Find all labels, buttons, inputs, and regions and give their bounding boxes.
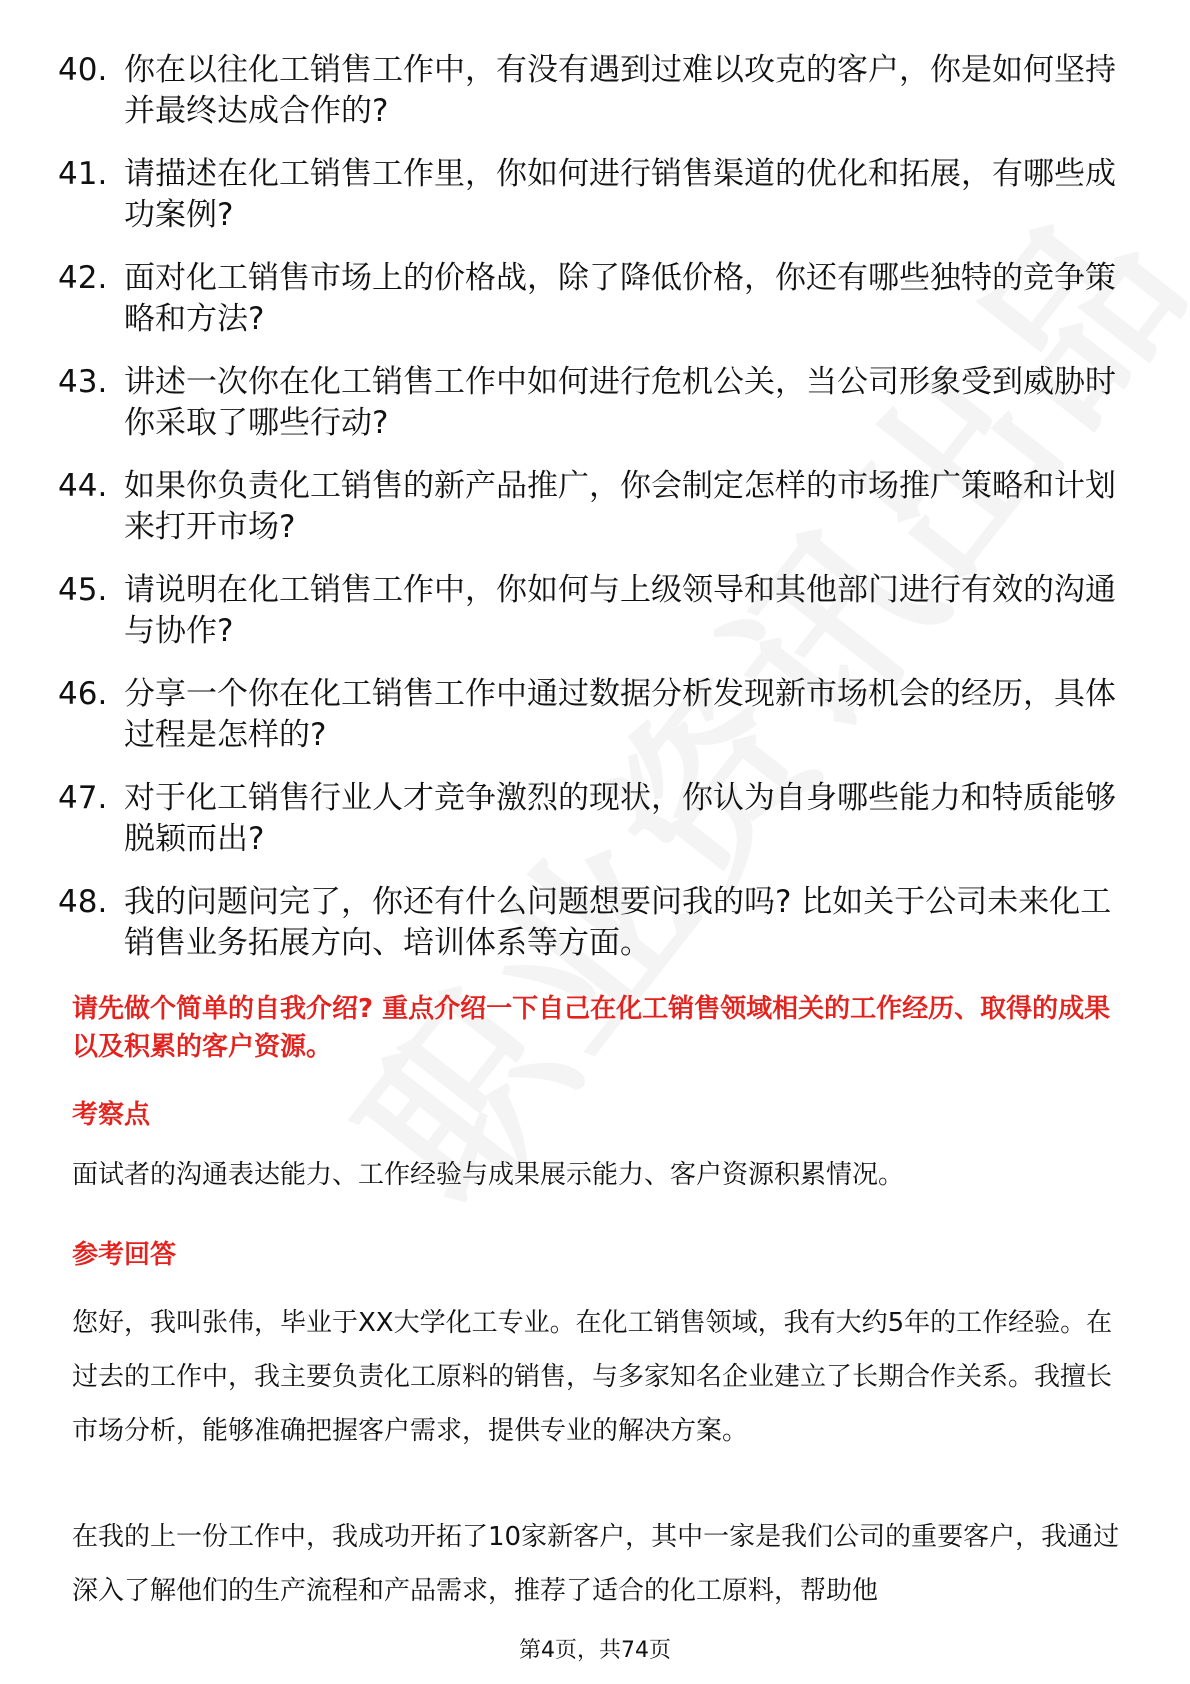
- question-number: 47.: [58, 780, 108, 816]
- question-text: 如果你负责化工销售的新产品推广，你会制定怎样的市场推广策略和计划来打开市场?: [124, 468, 1116, 545]
- question-item: [58, 258, 1138, 340]
- question-item: [58, 50, 1138, 132]
- highlight-question: 请先做个简单的自我介绍? 重点介绍一下自己在化工销售领域相关的工作经历、取得的成果以及积累的客户资源。: [72, 994, 1111, 1062]
- question-item: [58, 570, 1138, 652]
- question-text: 请描述在化工销售工作里，你如何进行销售渠道的优化和拓展，有哪些成功案例?: [124, 156, 1116, 233]
- question-number: 40.: [58, 52, 108, 88]
- answer-paragraph: 您好，我叫张伟，毕业于XX大学化工专业。在化工销售领域，我有大约5年的工作经验。在过去的工作中，我主要负责化工原料的销售，与多家知名企业建立了长期合作关系。我擅长市场分析，能够准确把握客户需求，提供专业的解决方案。: [72, 1308, 1113, 1446]
- question-list: [58, 50, 1138, 986]
- question-text: 我的问题问完了，你还有什么问题想要问我的吗? 比如关于公司未来化工销售业务拓展方向、培训体系等方面。: [124, 884, 1112, 961]
- answer-label: 参考回答: [72, 1240, 177, 1270]
- question-number: 48.: [58, 884, 108, 920]
- question-item: [58, 882, 1138, 964]
- question-item: [58, 674, 1138, 756]
- question-item: [58, 466, 1138, 548]
- question-number: 44.: [58, 468, 108, 504]
- question-text: 面对化工销售市场上的价格战，除了降低价格，你还有哪些独特的竞争策略和方法?: [124, 260, 1116, 337]
- question-item: [58, 362, 1138, 444]
- question-item: [58, 778, 1138, 860]
- assessment-label: 考察点: [72, 1100, 151, 1130]
- question-number: 43.: [58, 364, 108, 400]
- question-text: 请说明在化工销售工作中，你如何与上级领导和其他部门进行有效的沟通与协作?: [124, 572, 1116, 649]
- answer-paragraph: 在我的上一份工作中，我成功开拓了10家新客户，其中一家是我们公司的重要客户，我通过深入了解他们的生产流程和产品需求，推荐了适合的化工原料，帮助他: [72, 1522, 1120, 1606]
- question-text: 讲述一次你在化工销售工作中如何进行危机公关，当公司形象受到威胁时你采取了哪些行动?: [124, 364, 1116, 441]
- question-number: 45.: [58, 572, 108, 608]
- question-number: 46.: [58, 676, 108, 712]
- page-number: 第4页，共74页: [519, 1638, 671, 1663]
- question-text: 分享一个你在化工销售工作中通过数据分析发现新市场机会的经历，具体过程是怎样的?: [124, 676, 1116, 753]
- question-text: 对于化工销售行业人才竞争激烈的现状，你认为自身哪些能力和特质能够脱颖而出?: [124, 780, 1116, 857]
- question-item: [58, 154, 1138, 236]
- assessment-text: 面试者的沟通表达能力、工作经验与成果展示能力、客户资源积累情况。: [72, 1160, 905, 1190]
- question-number: 42.: [58, 260, 108, 296]
- question-text: 你在以往化工销售工作中，有没有遇到过难以攻克的客户，你是如何坚持并最终达成合作的?: [124, 52, 1116, 129]
- question-number: 41.: [58, 156, 108, 192]
